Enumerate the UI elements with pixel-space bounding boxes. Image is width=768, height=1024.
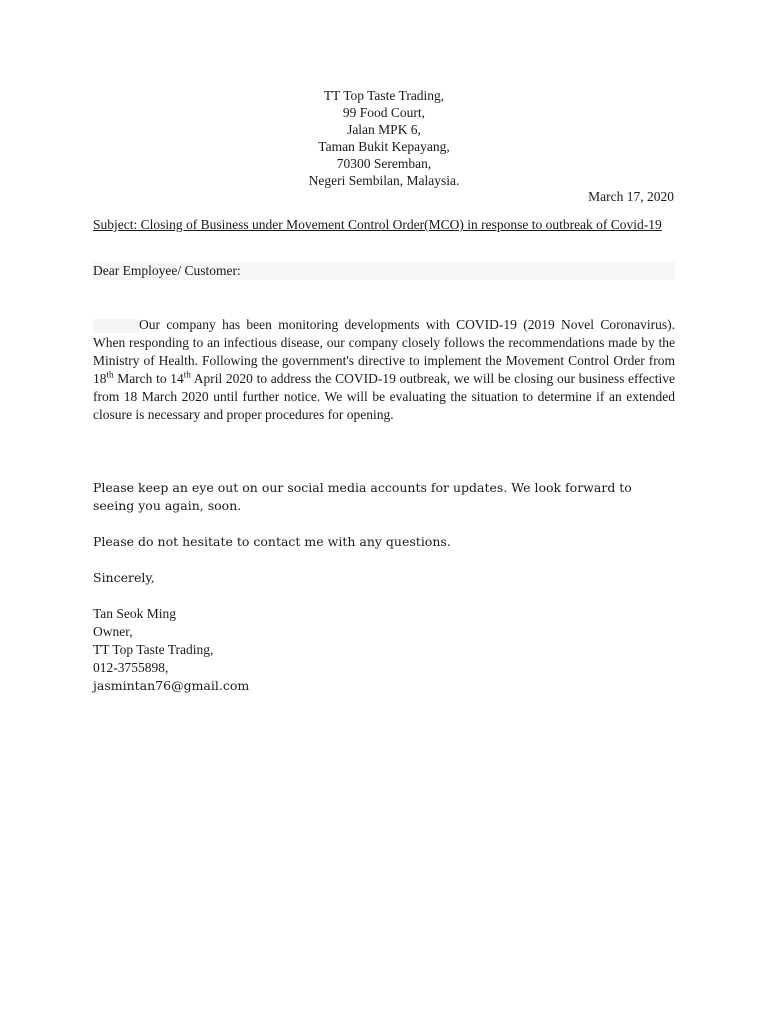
address-line-company: TT Top Taste Trading,	[323, 88, 445, 103]
body-paragraph-1-part-c: April 2020 to address the COVID-19 outbreak, we will be closing our business effective from 18 March 2020 until further notice. We will be evaluating the situation to determine if an extended closure is necessary and proper procedures for opening.	[93, 371, 676, 422]
ordinal-suffix: th	[183, 369, 191, 380]
ordinal-suffix: th	[106, 369, 114, 380]
address-line-street: 99 Food Court,	[342, 105, 426, 120]
signature-block	[93, 605, 249, 695]
address-line-area: Taman Bukit Kepayang,	[318, 139, 450, 154]
signer-name: Tan Seok Ming	[93, 606, 177, 621]
body-paragraph-1-part-a: Our company has been monitoring developments with COVID-19 (2019 Novel Coronavirus). When responding to an infectious disease, our company closely follows the recommendations made by the Ministry of Health. Following the government's directive to implement the Movement Control Order from 18	[93, 317, 675, 386]
letter-closing: Sincerely,	[93, 570, 155, 585]
body-paragraph-1-part-b: March to 14	[113, 371, 184, 386]
address-line-postcode: 70300 Seremban,	[336, 156, 432, 171]
letter-subject: Subject: Closing of Business under Movement Control Order(MCO) in response to outbreak of Covid-19	[93, 217, 662, 232]
signer-title: Owner,	[93, 624, 133, 639]
paragraph-indent	[93, 319, 139, 333]
signer-company: TT Top Taste Trading,	[93, 642, 214, 657]
letter-greeting: Dear Employee/ Customer:	[93, 262, 675, 280]
signer-email: jasmintan76@gmail.com	[93, 678, 250, 693]
address-line-state: Negeri Sembilan, Malaysia.	[308, 173, 460, 188]
address-line-road: Jalan MPK 6,	[347, 122, 421, 137]
body-paragraph-3: Please do not hesitate to contact me with any questions.	[93, 534, 451, 549]
signer-phone: 012-3755898,	[93, 660, 169, 675]
letter-date: March 17, 2020	[588, 189, 674, 204]
body-paragraph-1	[93, 316, 675, 424]
body-paragraph-2: Please keep an eye out on our social media accounts for updates. We look forward to seeing you again, soon.	[93, 480, 632, 513]
sender-address	[234, 87, 534, 189]
